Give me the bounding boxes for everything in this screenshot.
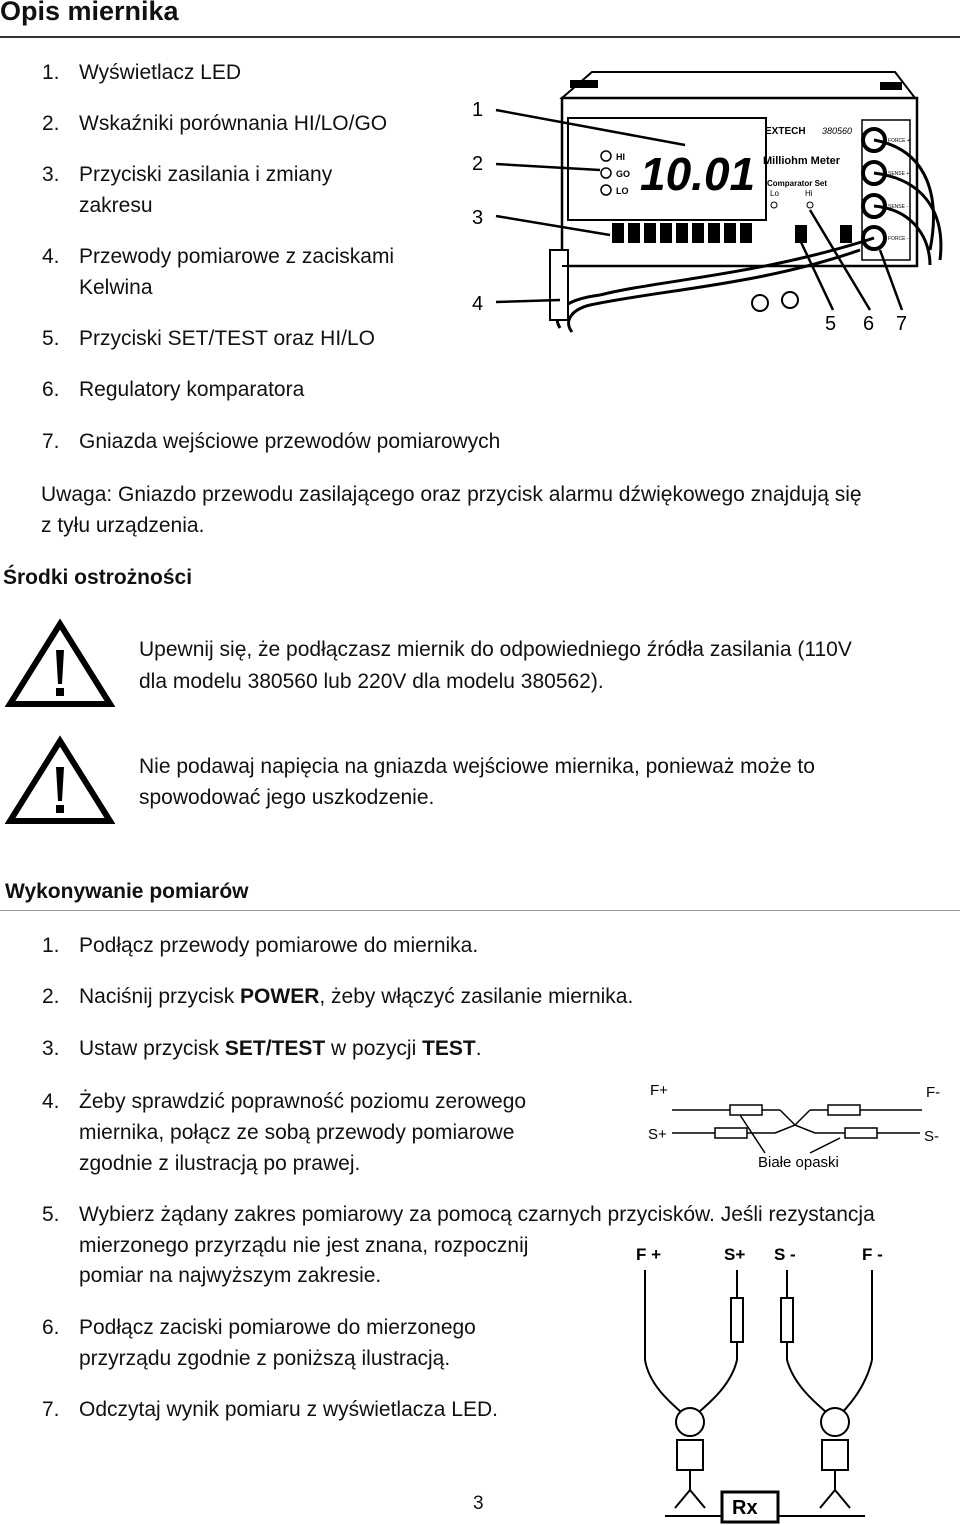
step-number: 5. <box>42 1203 60 1226</box>
list-item-number: 1. <box>42 61 60 84</box>
label-white-bands: Białe opaski <box>758 1154 839 1171</box>
note-text: z tyłu urządzenia. <box>41 514 205 537</box>
jack-force-plus: FORCE + <box>888 138 910 144</box>
step-text: Podłącz zaciski pomiarowe do mierzonego <box>79 1316 476 1339</box>
step-number: 4. <box>42 1090 60 1113</box>
warning-text: spowodować jego uszkodzenie. <box>139 786 435 809</box>
list-item-number: 6. <box>42 378 60 401</box>
indicator-hi: HI <box>616 152 625 162</box>
list-item-number: 2. <box>42 112 60 135</box>
label-f-plus: F+ <box>650 1082 668 1099</box>
section-rule <box>0 910 960 911</box>
title-rule <box>0 36 960 38</box>
list-item: Przyciski SET/TEST oraz HI/LO <box>79 327 375 350</box>
connection-diagram <box>620 1240 910 1525</box>
callout-2: 2 <box>472 153 484 175</box>
list-item-number: 4. <box>42 245 60 268</box>
label-s-minus: S- <box>924 1128 939 1145</box>
step-text: Wybierz żądany zakres pomiarowy za pomocą czarnych przycisków. Jeśli rezystancja <box>79 1203 875 1226</box>
zero-check-diagram <box>640 1075 950 1175</box>
comparator-title: Comparator Set <box>767 179 828 188</box>
meter-illustration <box>460 60 960 350</box>
step-text: Ustaw przycisk SET/TEST w pozycji TEST. <box>79 1037 482 1060</box>
warning-icon <box>6 737 114 825</box>
step-number: 1. <box>42 934 60 957</box>
step-text: Odczytaj wynik pomiaru z wyświetlacza LED. <box>79 1398 498 1421</box>
jack-force-minus: FORCE - <box>888 236 909 242</box>
list-item: Wskaźniki porównania HI/LO/GO <box>79 112 388 135</box>
warning-text: dla modelu 380560 lub 220V dla modelu 380562). <box>139 670 604 693</box>
section-title-measurement: Wykonywanie pomiarów <box>5 880 249 903</box>
page-number: 3 <box>473 1493 484 1514</box>
step-number: 2. <box>42 985 60 1008</box>
indicator-lo: LO <box>616 186 629 196</box>
label-f-plus: F + <box>636 1245 662 1264</box>
label-rx: Rx <box>732 1497 758 1519</box>
jack-sense-minus: SENSE - <box>888 204 909 210</box>
list-item: Wyświetlacz LED <box>79 61 242 84</box>
label-s-plus: S+ <box>648 1126 667 1143</box>
list-item: Gniazda wejściowe przewodów pomiarowych <box>79 430 501 453</box>
label-s-minus: S - <box>774 1245 796 1264</box>
indicator-go: GO <box>616 169 631 179</box>
callout-1: 1 <box>472 99 484 121</box>
list-item-number: 3. <box>42 163 60 186</box>
step-text: Podłącz przewody pomiarowe do miernika. <box>79 934 479 957</box>
list-item-number: 7. <box>42 430 60 453</box>
brand-label: EXTECH <box>765 126 806 137</box>
step-text: miernika, połącz ze sobą przewody pomiarowe <box>79 1121 515 1144</box>
comparator-lo-label: Lo <box>770 189 779 198</box>
step-text: Naciśnij przycisk POWER, żeby włączyć zasilanie miernika. <box>79 985 634 1008</box>
comparator-hi-label: Hi <box>805 189 813 198</box>
step-number: 7. <box>42 1398 60 1421</box>
warning-icon <box>6 620 114 708</box>
jack-sense-plus: SENSE + <box>888 171 910 177</box>
list-item-number: 5. <box>42 327 60 350</box>
label-f-minus: F- <box>926 1084 941 1101</box>
list-item: Przyciski zasilania i zmiany <box>79 163 333 186</box>
step-text: przyrządu zgodnie z poniższą ilustracją. <box>79 1347 451 1370</box>
list-item: Przewody pomiarowe z zaciskami <box>79 245 395 268</box>
callout-3: 3 <box>472 207 484 229</box>
callout-4: 4 <box>472 293 484 315</box>
model-label: 380560 <box>822 126 853 136</box>
label-f-minus: F - <box>862 1245 883 1264</box>
list-item: zakresu <box>79 194 153 217</box>
note-text: Uwaga: Gniazdo przewodu zasilającego oraz przycisk alarmu dźwiękowego znajdują się <box>41 483 862 506</box>
callout-7: 7 <box>896 313 908 335</box>
warning-text: Upewnij się, że podłączasz miernik do odpowiedniego źródła zasilania (110V <box>139 638 852 661</box>
label-s-plus: S+ <box>724 1245 746 1264</box>
callout-5: 5 <box>825 313 837 335</box>
meter-display: 10.01 <box>640 148 756 200</box>
step-text: pomiar na najwyższym zakresie. <box>79 1264 382 1287</box>
device-name: Milliohm Meter <box>763 155 841 167</box>
step-text: mierzonego przyrządu nie jest znana, rozpocznij <box>79 1234 529 1257</box>
step-text: zgodnie z ilustracją po prawej. <box>79 1152 361 1175</box>
callout-6: 6 <box>863 313 875 335</box>
step-number: 6. <box>42 1316 60 1339</box>
warning-text: Nie podawaj napięcia na gniazda wejściowe miernika, ponieważ może to <box>139 755 815 778</box>
section-title-safety: Środki ostrożności <box>3 566 193 589</box>
list-item: Kelwina <box>79 276 153 299</box>
page-title: Opis miernika <box>0 0 179 26</box>
step-number: 3. <box>42 1037 60 1060</box>
step-text: Żeby sprawdzić poprawność poziomu zerowego <box>79 1090 527 1113</box>
list-item: Regulatory komparatora <box>79 378 305 401</box>
